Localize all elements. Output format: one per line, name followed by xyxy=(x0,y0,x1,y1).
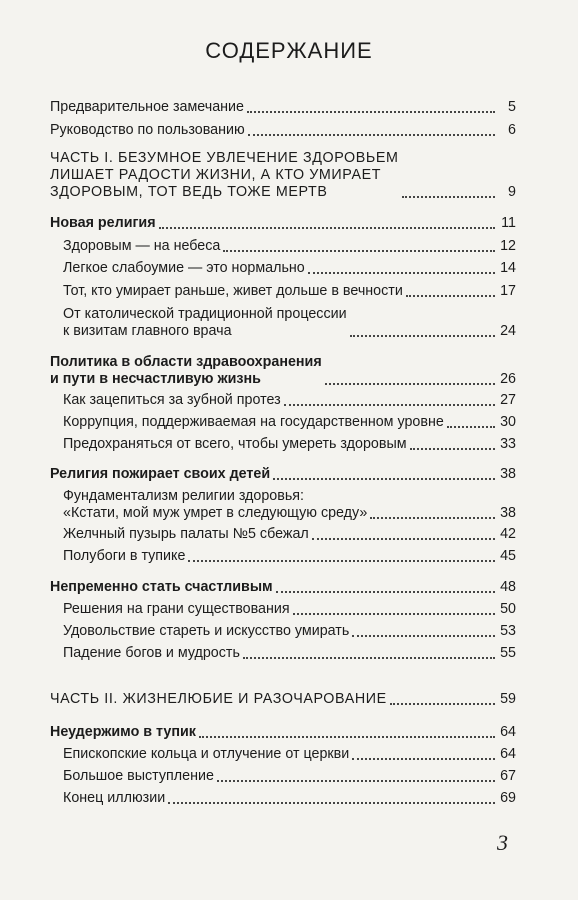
toc-chapter xyxy=(50,724,516,741)
toc-entry-page: 50 xyxy=(500,601,516,617)
toc-entry xyxy=(50,122,516,139)
toc-entry-title: Религия пожирает своих детей xyxy=(50,466,271,482)
leader-dots xyxy=(273,478,495,480)
toc-entry-page: 45 xyxy=(500,548,516,564)
toc-entry xyxy=(63,526,516,543)
toc-entry-title: Политика в области здравоохранения и пути в несчастливую жизнь xyxy=(50,354,322,387)
toc-entry xyxy=(63,260,516,277)
toc-entry-page: 26 xyxy=(500,371,516,387)
toc-entry-title: Неудержимо в тупик xyxy=(50,724,196,740)
leader-dots xyxy=(248,134,495,136)
toc-entry-title: Предварительное замечание xyxy=(50,99,244,115)
toc-entry-title: Полубоги в тупике xyxy=(63,548,186,564)
toc-entry xyxy=(63,601,516,618)
toc-entry-page: 24 xyxy=(500,323,516,339)
toc-entry-page: 59 xyxy=(500,691,516,707)
leader-dots xyxy=(447,426,495,428)
leader-dots xyxy=(188,560,495,562)
toc-entry-page: 53 xyxy=(500,623,516,639)
toc-entry-page: 42 xyxy=(500,526,516,542)
toc-entry-page: 69 xyxy=(500,790,516,806)
toc-entry xyxy=(63,548,516,565)
toc-entry xyxy=(63,392,516,409)
toc-chapter xyxy=(50,215,516,232)
toc-entry-page: 64 xyxy=(500,724,516,740)
toc-entry-title: От католической традиционной процессии к визитам главного врача xyxy=(63,306,347,339)
toc-entry-title: Как зацепиться за зубной протез xyxy=(63,392,281,408)
toc-entry xyxy=(63,746,516,763)
toc-entry-page: 5 xyxy=(508,99,516,115)
toc-entry-title: Коррупция, поддерживаемая на государственном уровне xyxy=(63,414,444,430)
leader-dots xyxy=(276,591,495,593)
leader-dots xyxy=(350,335,495,337)
leader-dots xyxy=(159,227,495,229)
leader-dots xyxy=(284,404,495,406)
toc-chapter xyxy=(50,579,516,596)
toc-entry-title: Здоровым — на небеса xyxy=(63,238,221,254)
toc-entry xyxy=(63,645,516,662)
toc-entry-page: 33 xyxy=(500,436,516,452)
toc-entry-page: 67 xyxy=(500,768,516,784)
toc-entry-page: 14 xyxy=(500,260,516,276)
toc-entry xyxy=(63,306,516,340)
leader-dots xyxy=(370,517,495,519)
toc-entry xyxy=(63,414,516,431)
toc-entry-title: Желчный пузырь палаты №5 сбежал xyxy=(63,526,309,542)
toc-entry-page: 17 xyxy=(500,283,516,299)
toc-entry-title: Большое выступление xyxy=(63,768,214,784)
toc-entry xyxy=(63,436,516,453)
toc-part-heading xyxy=(50,691,516,708)
toc-entry-title: Удовольствие стареть и искусство умирать xyxy=(63,623,350,639)
toc-entry-page: 38 xyxy=(500,466,516,482)
leader-dots xyxy=(247,111,495,113)
toc-entry-title: Фундаментализм религии здоровья: «Кстати, мой муж умрет в следующую среду» xyxy=(63,488,368,521)
leader-dots xyxy=(406,295,495,297)
toc-entry-title: Решения на грани существования xyxy=(63,601,290,617)
leader-dots xyxy=(308,272,495,274)
toc-entry-title: ЧАСТЬ I. БЕЗУМНОЕ УВЛЕЧЕНИЕ ЗДОРОВЬЕМ ЛИШАЕТ РАДОСТИ ЖИЗНИ, А КТО УМИРАЕТ ЗДОРОВЫМ, ТОТ ВЕДЬ ТОЖЕ МЕРТВ xyxy=(50,150,399,200)
leader-dots xyxy=(402,196,495,198)
toc-entry xyxy=(63,623,516,640)
leader-dots xyxy=(390,703,495,705)
toc-entry-title: Конец иллюзии xyxy=(63,790,166,806)
leader-dots xyxy=(410,448,495,450)
toc-entry xyxy=(50,99,516,116)
toc-entry-page: 55 xyxy=(500,645,516,661)
page-number: 3 xyxy=(497,830,508,855)
toc-entry-page: 64 xyxy=(500,746,516,762)
toc-entry-title: Руководство по пользованию xyxy=(50,122,245,138)
toc-entry-title: ЧАСТЬ II. ЖИЗНЕЛЮБИЕ И РАЗОЧАРОВАНИЕ xyxy=(50,691,387,707)
toc-entry xyxy=(63,790,516,807)
toc-entry-title: Тот, кто умирает раньше, живет дольше в вечности xyxy=(63,283,403,299)
toc-chapter xyxy=(50,466,516,483)
leader-dots xyxy=(217,780,495,782)
toc-entry xyxy=(63,238,516,255)
toc-chapter xyxy=(50,354,516,388)
toc-entry-title: Новая религия xyxy=(50,215,156,231)
toc-entry-page: 30 xyxy=(500,414,516,430)
toc-entry-page: 27 xyxy=(500,392,516,408)
toc-entry-page: 6 xyxy=(508,122,516,138)
toc-entry xyxy=(63,488,516,522)
leader-dots xyxy=(352,635,495,637)
toc-entry-page: 48 xyxy=(500,579,516,595)
leader-dots xyxy=(168,802,495,804)
toc-entry-page: 11 xyxy=(501,215,516,231)
leader-dots xyxy=(325,383,495,385)
leader-dots xyxy=(312,538,495,540)
toc-entry-page: 12 xyxy=(500,238,516,254)
leader-dots xyxy=(223,250,495,252)
leader-dots xyxy=(293,613,495,615)
toc-entry-title: Легкое слабоумие — это нормально xyxy=(63,260,305,276)
toc-part-heading xyxy=(50,150,516,201)
toc-entry-page: 9 xyxy=(508,184,516,200)
page-title: СОДЕРЖАНИЕ xyxy=(205,38,373,63)
toc-entry xyxy=(63,768,516,785)
leader-dots xyxy=(352,758,495,760)
toc-entry-title: Предохраняться от всего, чтобы умереть здоровым xyxy=(63,436,407,452)
leader-dots xyxy=(243,657,495,659)
toc-entry-title: Падение богов и мудрость xyxy=(63,645,240,661)
leader-dots xyxy=(199,736,495,738)
toc-entry-page: 38 xyxy=(500,505,516,521)
toc-entry xyxy=(63,283,516,300)
toc-entry-title: Епископские кольца и отлучение от церкви xyxy=(63,746,350,762)
toc-entry-title: Непременно стать счастливым xyxy=(50,579,273,595)
